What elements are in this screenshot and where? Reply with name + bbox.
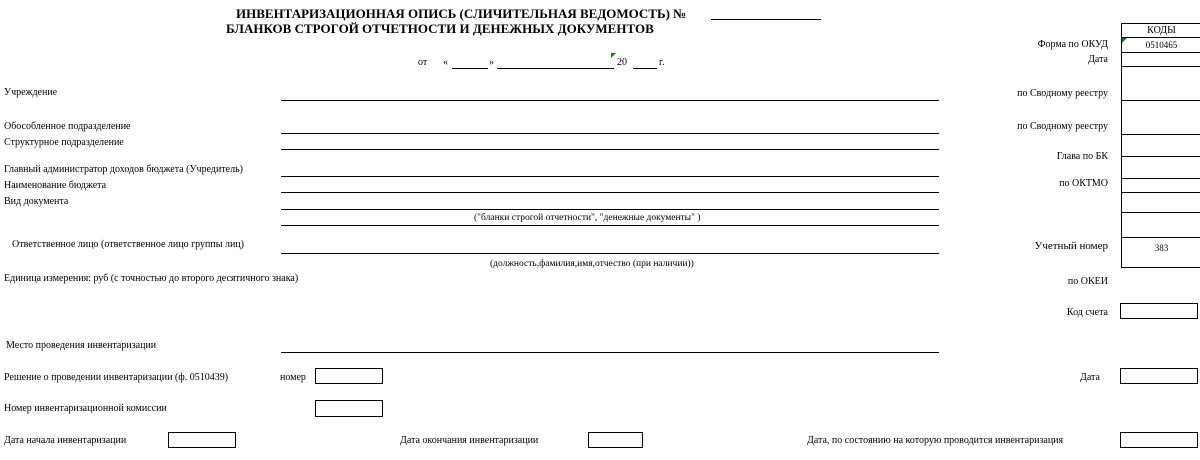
uchet-code-cell[interactable] [1122,213,1200,238]
kod-scheta-input[interactable] [1120,303,1198,319]
svodny2-label: по Сводному реестру [1017,121,1108,132]
oktmo-code-cell[interactable] [1122,157,1200,179]
doc-type-field-2[interactable] [281,225,939,226]
svodny1-label: по Сводному реестру [1017,88,1108,99]
institution-label: Учреждение [4,87,58,98]
uchet-label: Учетный номер [1034,240,1108,252]
date-year-suffix: г. [659,57,665,68]
separate-unit-label: Обособленное подразделение [4,121,131,132]
form-title-line1: ИНВЕНТАРИЗАЦИОННАЯ ОПИСЬ (СЛИЧИТЕЛЬНАЯ ВЕДОМОСТЬ) № [236,6,687,21]
start-date-input[interactable] [168,432,236,448]
date-day-field[interactable] [452,68,488,69]
svodny2-code-cell[interactable] [1122,101,1200,135]
as-of-date-label: Дата, по состоянию на которую проводится инвентаризация [807,435,1064,446]
commission-number-input[interactable] [315,400,383,417]
date-code-label: Дата [1088,54,1108,65]
empty-code-cell-1[interactable] [1122,179,1200,193]
number-label: номер [280,372,306,383]
kod-scheta-label: Код счета [1066,307,1108,318]
okei-value: 383 [1154,243,1169,253]
end-date-label: Дата окончания инвентаризации [400,435,539,446]
okud-value: 0510465 [1145,40,1178,50]
form-title-line2: БЛАНКОВ СТРОГОЙ ОТЧЕТНОСТИ И ДЕНЕЖНЫХ ДОКУМЕНТОВ [226,21,654,36]
decision-date-label: Дата [1080,372,1100,383]
as-of-date-input[interactable] [1120,432,1198,448]
codes-header: КОДЫ [1122,23,1200,38]
start-date-label: Дата начала инвентаризации [4,435,127,446]
budget-name-field[interactable] [281,192,939,193]
okei-label: по ОКЕИ [1067,276,1108,287]
glava-label: Глава по БК [1056,151,1108,162]
doc-type-hint: ("бланки строгой отчетности", "денежные документы" ) [474,213,701,223]
structural-unit-label: Структурное подразделение [4,137,124,148]
responsible-label: Ответственное лицо (ответственное лицо группы лиц) [12,239,244,250]
date-code-cell[interactable] [1122,53,1200,67]
date-year-field[interactable] [633,68,657,69]
chief-admin-field[interactable] [281,176,939,177]
date-quote-open: « [443,57,448,68]
glava-code-cell[interactable] [1122,135,1200,157]
responsible-field[interactable] [281,253,939,254]
place-field[interactable] [281,352,939,353]
date-century: 20 [617,57,627,68]
doc-type-field[interactable] [281,209,939,210]
place-label: Место проведения инвентаризации [6,340,157,351]
okei-cell[interactable] [1122,238,1200,268]
separate-unit-field[interactable] [281,133,939,134]
codes-table [1121,23,1200,268]
empty-code-cell-2[interactable] [1122,193,1200,213]
decision-label: Решение о проведении инвентаризации (ф. 0510439) [4,372,229,383]
doc-type-label: Вид документа [4,196,69,207]
comment-marker-icon [1122,38,1127,43]
chief-admin-label: Главный администратор доходов бюджета (Учредитель) [4,164,243,175]
end-date-input[interactable] [588,432,643,448]
date-from-label: от [418,57,428,68]
decision-number-input[interactable] [315,368,383,384]
form-number-line[interactable] [711,19,821,20]
comment-marker-icon [611,53,616,58]
okud-cell[interactable] [1122,38,1200,53]
decision-date-input[interactable] [1120,368,1198,384]
date-quote-close: » [489,57,494,68]
unit-label: Единица измерения: руб (с точностью до второго десятичного знака) [4,273,299,284]
responsible-hint: (должность,фамилия,имя,отчество (при наличии)) [490,259,694,269]
budget-name-label: Наименование бюджета [4,180,107,191]
date-month-field[interactable] [497,68,614,69]
commission-label: Номер инвентаризационной комиссии [4,403,167,414]
okud-label: Форма по ОКУД [1037,39,1108,50]
structural-unit-field[interactable] [281,149,939,150]
institution-field[interactable] [281,100,939,101]
oktmo-label: по ОКТМО [1059,178,1108,189]
svodny1-code-cell[interactable] [1122,67,1200,101]
